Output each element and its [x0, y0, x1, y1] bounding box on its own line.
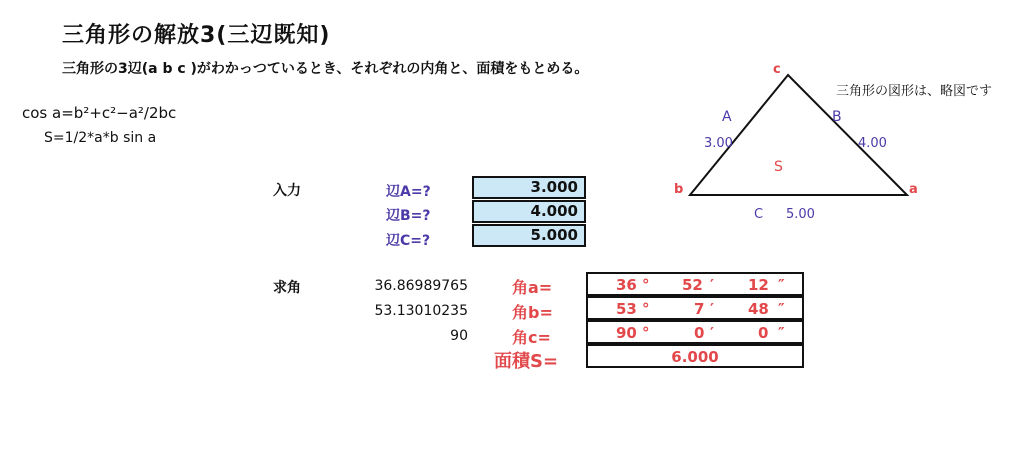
angle-a-seconds: 12 — [748, 276, 769, 294]
side-a-input[interactable]: 3.000 — [472, 176, 586, 199]
angle-b-decimal: 53.13010235 — [374, 303, 468, 319]
area-result — [586, 344, 804, 368]
angle-c-label: 角c= — [512, 328, 551, 347]
cosine-formula: cos a=b²+c²−a²/2bc — [22, 104, 177, 122]
degree-mark: ° — [642, 324, 650, 342]
minute-mark: ′ — [710, 300, 714, 318]
angle-b-seconds: 48 — [748, 300, 769, 318]
second-mark: ″ — [778, 300, 785, 318]
angle-a-decimal: 36.86989765 — [374, 278, 468, 294]
vertex-b-label: b — [674, 182, 684, 197]
side-c-label: C — [754, 207, 764, 222]
angle-a-label: 角a= — [512, 278, 553, 297]
second-mark: ″ — [778, 324, 785, 342]
angle-a-dms — [586, 272, 804, 296]
area-s-label: S — [774, 159, 783, 175]
angle-c-minutes: 0 — [694, 324, 705, 342]
diagram-note: 三角形の図形は、略図です — [836, 84, 993, 99]
side-c-value: 5.00 — [786, 207, 815, 222]
triangle-diagram — [660, 55, 1030, 235]
angle-c-degrees: 90 — [616, 324, 637, 342]
side-a-input-label: 辺A=? — [386, 184, 431, 200]
side-b-value: 4.00 — [858, 136, 887, 151]
second-mark: ″ — [778, 276, 785, 294]
minute-mark: ′ — [710, 324, 714, 342]
side-a-label: A — [722, 109, 732, 125]
angle-b-label: 角b= — [512, 303, 553, 322]
angle-c-decimal: 90 — [450, 328, 468, 344]
angle-b-degrees: 53 — [616, 300, 637, 318]
angle-b-minutes: 7 — [694, 300, 705, 318]
degree-mark: ° — [642, 276, 650, 294]
minute-mark: ′ — [710, 276, 714, 294]
output-label: 求角 — [273, 280, 301, 296]
input-label: 入力 — [273, 183, 301, 199]
area-formula: S=1/2*a*b sin a — [44, 130, 157, 146]
side-b-input[interactable]: 4.000 — [472, 200, 586, 223]
side-b-label: B — [832, 109, 842, 125]
side-c-input[interactable]: 5.000 — [472, 224, 586, 247]
vertex-a-label: a — [909, 182, 918, 197]
side-c-input-label: 辺C=? — [386, 233, 431, 249]
angle-a-minutes: 52 — [682, 276, 703, 294]
side-a-value: 3.00 — [704, 136, 733, 151]
page-title: 三角形の解放3(三辺既知) — [62, 23, 331, 48]
angle-c-seconds: 0 — [758, 324, 769, 342]
side-b-input-label: 辺B=? — [386, 208, 431, 224]
page-subtitle: 三角形の3辺(a b c )がわかっつているとき、それぞれの内角と、面積をもとめる。 — [62, 61, 589, 77]
vertex-c-label: c — [773, 62, 781, 77]
angle-b-dms — [586, 296, 804, 320]
angle-c-dms — [586, 320, 804, 344]
area-value: 6.000 — [671, 348, 719, 366]
degree-mark: ° — [642, 300, 650, 318]
area-label: 面積S= — [494, 351, 559, 372]
angle-a-degrees: 36 — [616, 276, 637, 294]
